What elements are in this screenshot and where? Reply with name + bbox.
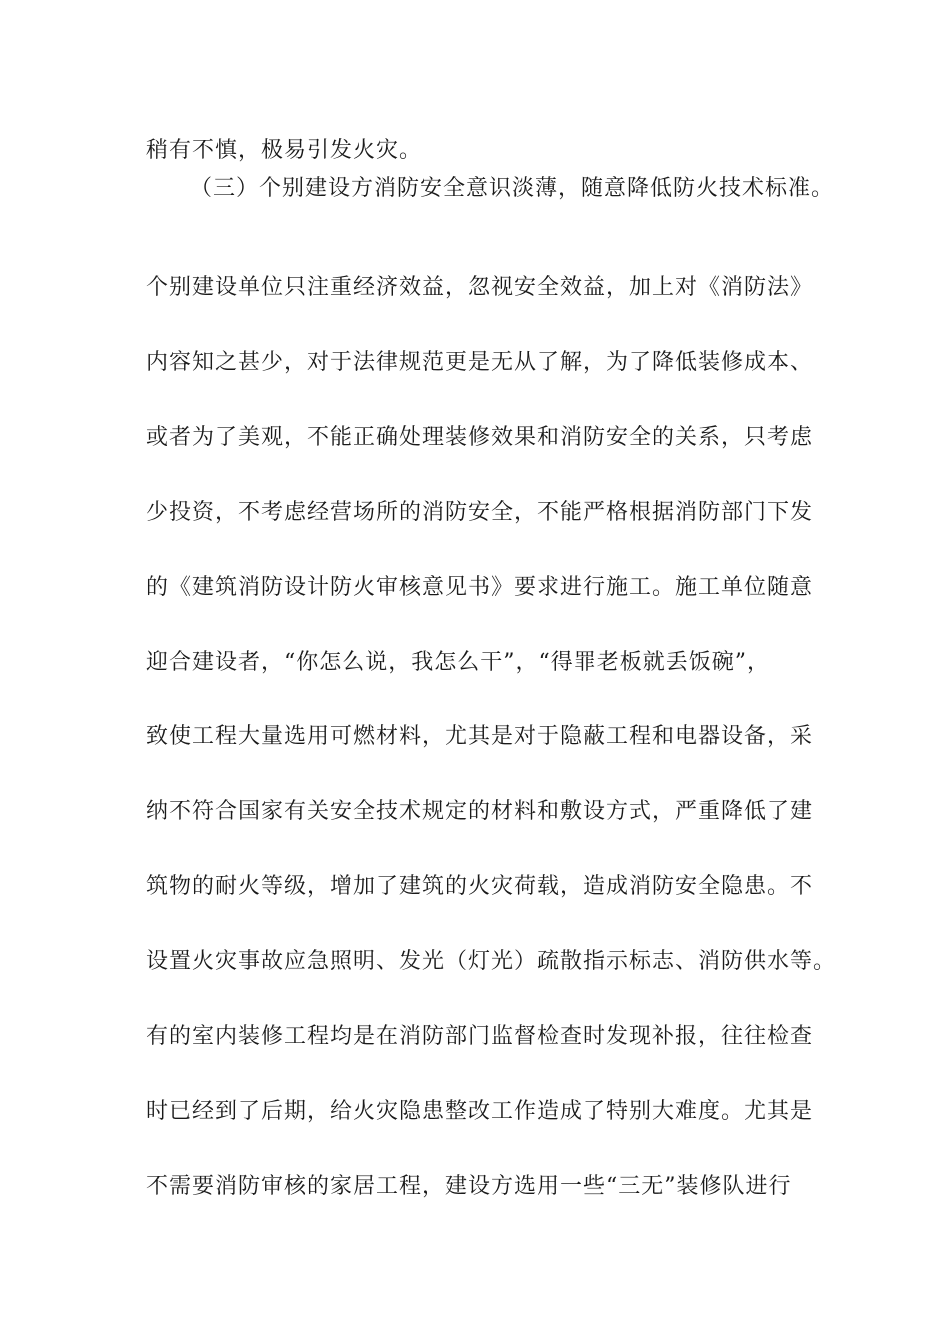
- paragraph-line: 少投资，不考虑经营场所的消防安全，不能严格根据消防部门下发: [146, 500, 814, 525]
- paragraph-line: 的《建筑消防设计防火审核意见书》要求进行施工。施工单位随意: [146, 575, 814, 600]
- paragraph-line: 迎合建设者，“你怎么说，我怎么干”，“得罪老板就丢饭碗”，: [146, 650, 770, 675]
- paragraph-line: 筑物的耐火等级，增加了建筑的火灾荷载，造成消防安全隐患。不: [146, 874, 814, 899]
- paragraph-line: 个别建设单位只注重经济效益，忽视安全效益，加上对《消防法》: [146, 275, 814, 300]
- paragraph-line: 纳不符合国家有关安全技术规定的材料和敷设方式，严重降低了建: [146, 799, 814, 824]
- paragraph-line: 稍有不慎，极易引发火灾。: [146, 138, 423, 163]
- paragraph-line: 或者为了美观，不能正确处理装修效果和消防安全的关系，只考虑: [146, 425, 814, 450]
- paragraph-line: 致使工程大量选用可燃材料，尤其是对于隐蔽工程和电器设备，采: [146, 724, 814, 749]
- paragraph-line: 有的室内装修工程均是在消防部门监督检查时发现补报，往往检查: [146, 1024, 814, 1049]
- paragraph-line: 不需要消防审核的家居工程，建设方选用一些“三无”装修队进行: [146, 1174, 792, 1199]
- paragraph-line: 设置火灾事故应急照明、发光（灯光）疏散指示标志、消防供水等。: [146, 949, 837, 974]
- paragraph-line: 内容知之甚少，对于法律规范更是无从了解，为了降低装修成本、: [146, 350, 814, 375]
- paragraph-line: 时已经到了后期，给火灾隐患整改工作造成了特别大难度。尤其是: [146, 1099, 814, 1124]
- section-heading: （三）个别建设方消防安全意识淡薄，随意降低防火技术标准。: [190, 176, 835, 201]
